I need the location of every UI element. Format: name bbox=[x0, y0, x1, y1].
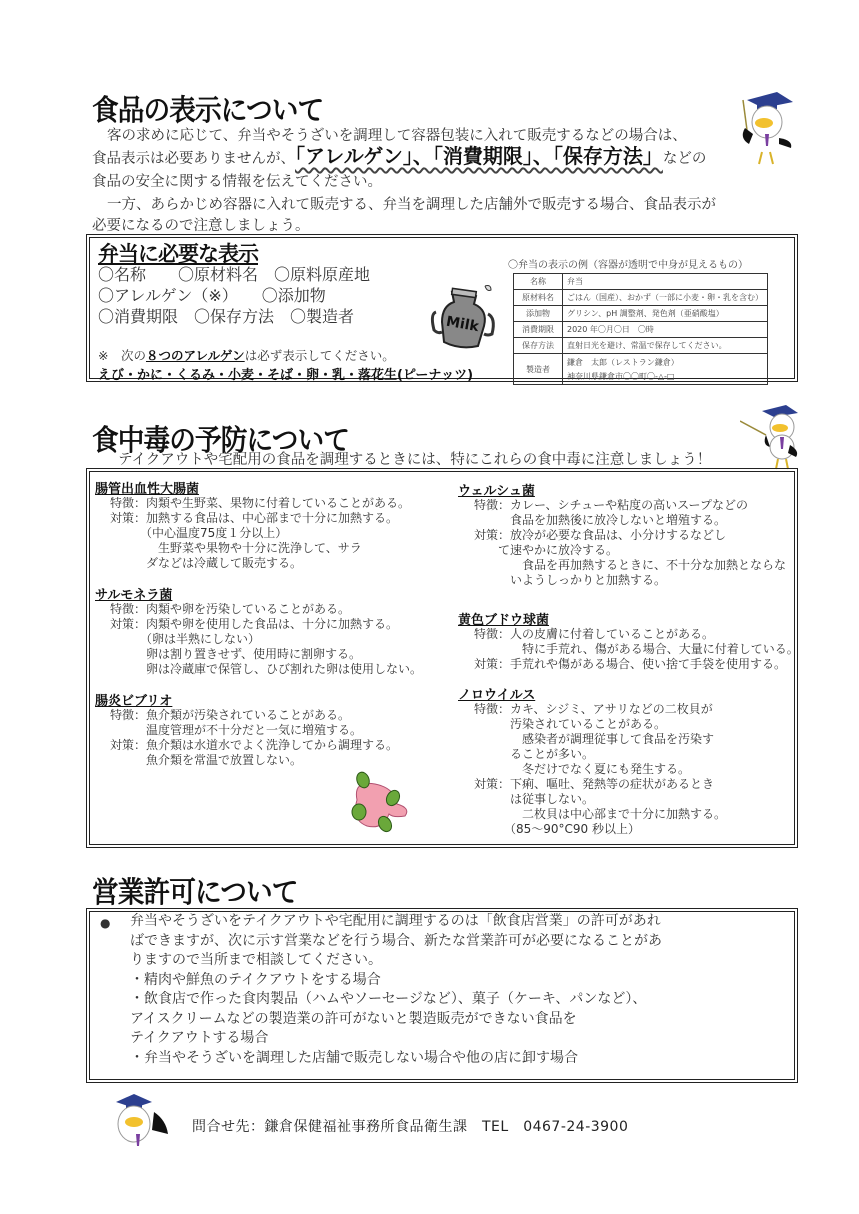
table-cell-value bbox=[563, 354, 768, 385]
germ-detail-line: 特徴：カレー、シチューや粘度の高いスープなどの bbox=[474, 498, 748, 512]
germ-title-welchii: ウェルシュ菌 bbox=[458, 484, 535, 499]
key-info-emphasis: 「アレルゲン」、「消費期限」、「保存方法」 bbox=[295, 144, 663, 168]
germ-details-welchii bbox=[474, 498, 786, 588]
table-cell-value: 直射日光を避け、常温で保存してください。 bbox=[563, 338, 768, 354]
intro-paragraph-line: 必要になるので注意しましょう。 bbox=[92, 218, 310, 234]
note-emphasis: ８つのアレルゲン bbox=[145, 348, 245, 363]
germ-detail-line: 魚介類を常温で放置しない。 bbox=[110, 753, 303, 767]
germ-detail-line: 食品を再加熱するときに、不十分な加熱とならな bbox=[474, 558, 787, 572]
food-poisoning-subtitle: テイクアウトや宅配用の食品を調理するときには、特にこれらの食中毒に注意しましょう！ bbox=[118, 452, 712, 468]
stomach-germs-illustration-icon bbox=[345, 770, 415, 835]
milk-label: Milk bbox=[444, 313, 480, 336]
germ-detail-line: （85～90°C90 秒以上） bbox=[474, 822, 641, 836]
note-text: は必ず表示してください。 bbox=[244, 348, 395, 363]
germ-title-ehec: 腸管出血性大腸菌 bbox=[95, 482, 200, 497]
manufacturer-name: 鎌倉 太郎（レストラン鎌倉） bbox=[567, 357, 679, 367]
table-row bbox=[514, 290, 768, 306]
germ-detail-line: 感染者が調理従事して食品を汚染す bbox=[474, 732, 715, 746]
germ-detail-line: （卵は半熟にしない） bbox=[110, 632, 261, 646]
intro-paragraph-line bbox=[92, 146, 706, 170]
germ-details-salmonella bbox=[110, 602, 422, 677]
permit-line: ばできますが、次に示す営業などを行う場合、新たな営業許可が必要になることがあ bbox=[130, 932, 662, 949]
table-cell-key: 消費期限 bbox=[514, 322, 563, 338]
germ-details-staphylococcus bbox=[474, 627, 799, 672]
germ-detail-line: 特に手荒れ、傷がある場合、大量に付着している。 bbox=[474, 642, 799, 656]
section-food-poisoning-title: 食中毒の予防について bbox=[92, 423, 350, 457]
germ-detail-line: 対策：下痢、嘔吐、発熱等の症状があるとき bbox=[474, 777, 715, 791]
section-food-labeling-title: 食品の表示について bbox=[92, 93, 324, 127]
table-row bbox=[514, 322, 768, 338]
germ-title-vibrio: 腸炎ビブリオ bbox=[95, 694, 173, 709]
table-cell-key: 保存方法 bbox=[514, 338, 563, 354]
table-cell-value: ごはん（国産）、おかず（一部に小麦・卵・乳を含む） bbox=[563, 290, 768, 306]
allergen-list: えび・かに・くるみ・小麦・そば・卵・乳・落花生(ピーナッツ) bbox=[98, 368, 474, 383]
label-example-table bbox=[513, 273, 768, 385]
germ-detail-line: 特徴：肉類や生野菜、果物に付着していることがある。 bbox=[110, 496, 411, 510]
germ-detail-line: 特徴：肉類や卵を汚染していることがある。 bbox=[110, 602, 351, 616]
intro-text: 食品表示は必要ありませんが、 bbox=[92, 151, 295, 167]
business-permit-text bbox=[130, 912, 662, 1068]
germ-detail-line: 対策：魚介類は水道水でよく洗浄してから調理する。 bbox=[110, 738, 399, 752]
table-cell-key: 添加物 bbox=[514, 306, 563, 322]
germ-detail-line: 冬だけでなく夏にも発生する。 bbox=[474, 762, 691, 776]
table-cell-key: 名称 bbox=[514, 274, 563, 290]
germ-details-vibrio bbox=[110, 708, 398, 768]
permit-line: りますので当所まで相談してください。 bbox=[130, 952, 382, 968]
germ-detail-line: は従事しない。 bbox=[474, 792, 595, 806]
contact-info: 問合せ先：鎌倉保健福祉事務所食品衛生課 TEL 0467-24-3900 bbox=[192, 1119, 629, 1135]
germ-detail-line: 卵は冷蔵庫で保管し、ひび割れた卵は使用しない。 bbox=[110, 662, 423, 676]
table-cell-value: 2020 年〇月〇日 〇時 bbox=[563, 322, 768, 338]
germ-detail-line: 食品を加熱後に放冷しないと増殖する。 bbox=[474, 513, 727, 527]
germ-detail-line: 特徴：人の皮膚に付着していることがある。 bbox=[474, 627, 715, 641]
germ-title-salmonella: サルモネラ菌 bbox=[95, 588, 173, 603]
germ-title-staphylococcus: 黄色ブドウ球菌 bbox=[458, 613, 550, 628]
germ-title-norovirus: ノロウイルス bbox=[458, 688, 536, 703]
permit-line: 弁当やそうざいをテイクアウトや宅配用に調理するのは「飲食店営業」の許可があれ bbox=[130, 913, 661, 929]
table-row bbox=[514, 274, 768, 290]
germ-details-norovirus bbox=[474, 702, 726, 837]
section-business-permit-title: 営業許可について bbox=[92, 875, 298, 909]
germ-detail-line: （中心温度75度１分以上） bbox=[110, 526, 288, 540]
bullet-icon: ● bbox=[100, 916, 111, 930]
germ-detail-line: 対策：肉類や卵を使用した食品は、十分に加熱する。 bbox=[110, 617, 399, 631]
intro-paragraph-line: 一方、あらかじめ容器に入れて販売する、弁当を調理した店舗外で販売する場合、食品表示が bbox=[107, 197, 716, 213]
germ-detail-line: 生野菜や果物や十分に洗浄して、サラ bbox=[110, 541, 362, 555]
germ-detail-line: 特徴：カキ、シジミ、アサリなどの二枚貝が bbox=[474, 702, 713, 716]
germ-detail-line: 対策：放冷が必要な食品は、小分けするなどし bbox=[474, 528, 727, 542]
germ-detail-line: 対策：手荒れや傷がある場合、使い捨て手袋を使用する。 bbox=[474, 657, 787, 671]
intro-paragraph-line: 食品の安全に関する情報を伝えてください。 bbox=[92, 174, 382, 190]
table-row bbox=[514, 338, 768, 354]
permit-line: アイスクリームなどの製造業の許可がないと製造販売ができない食品を bbox=[130, 1010, 577, 1027]
table-cell-value: グリシン、pH 調整剤、発色剤（亜硝酸塩） bbox=[563, 306, 768, 322]
germ-detail-line: 二枚貝は中心部まで十分に加熱する。 bbox=[474, 807, 727, 821]
permit-line: ・飲食店で作った食肉製品（ハムやソーセージなど）、菓子（ケーキ、パンなど）、 bbox=[130, 991, 647, 1007]
table-row bbox=[514, 306, 768, 322]
milk-jug-icon bbox=[430, 282, 500, 352]
germ-detail-line: 卵は割り置きせず、使用時に割卵する。 bbox=[110, 647, 362, 661]
note-text: ※ 次の bbox=[98, 348, 146, 363]
mascot-bird-pointing-icon bbox=[740, 403, 800, 471]
required-label-line: 〇アレルゲン（※） 〇添加物 bbox=[98, 286, 326, 305]
label-example-title: 〇弁当の表示の例（容器が透明で中身が見えるもの） bbox=[508, 260, 748, 271]
required-label-line: 〇名称 〇原材料名 〇原料原産地 bbox=[98, 265, 371, 284]
germ-detail-line: 汚染されていることがある。 bbox=[474, 717, 667, 731]
germ-detail-line: ダなどは冷蔵して販売する。 bbox=[110, 556, 303, 570]
germ-detail-line: 対策：加熱する食品は、中心部まで十分に加熱する。 bbox=[110, 511, 399, 525]
germ-detail-line: ることが多い。 bbox=[474, 747, 595, 761]
required-labels-title: 弁当に必要な表示 bbox=[98, 242, 258, 266]
germ-details-ehec bbox=[110, 496, 410, 571]
table-row bbox=[514, 354, 768, 385]
germ-detail-line: いようしっかりと加熱する。 bbox=[474, 573, 667, 587]
allergen-note bbox=[98, 346, 395, 364]
table-cell-value: 弁当 bbox=[563, 274, 768, 290]
germ-detail-line: 温度管理が不十分だと一気に増殖する。 bbox=[110, 723, 363, 737]
germ-detail-line: て速やかに放冷する。 bbox=[474, 543, 619, 557]
required-label-line: 〇消費期限 〇保存方法 〇製造者 bbox=[98, 307, 355, 326]
permit-line: ・精肉や鮮魚のテイクアウトをする場合 bbox=[130, 971, 381, 988]
table-cell-key: 原材料名 bbox=[514, 290, 563, 306]
permit-line: ・弁当やそうざいを調理した店舗で販売しない場合や他の店に卸す場合 bbox=[130, 1049, 578, 1066]
mascot-bird-smiling-icon bbox=[110, 1090, 180, 1150]
manufacturer-address: 神奈川県鎌倉市〇〇町〇-△-□ bbox=[567, 371, 675, 381]
intro-paragraph-line: 客の求めに応じて、弁当やそうざいを調理して容器包装に入れて販売するなどの場合は、 bbox=[107, 128, 687, 144]
table-cell-key: 製造者 bbox=[514, 354, 563, 385]
mascot-bird-icon bbox=[735, 90, 795, 170]
intro-text: などの bbox=[662, 151, 707, 167]
germ-detail-line: 特徴：魚介類が汚染されていることがある。 bbox=[110, 708, 351, 722]
permit-line: テイクアウトする場合 bbox=[130, 1030, 269, 1046]
